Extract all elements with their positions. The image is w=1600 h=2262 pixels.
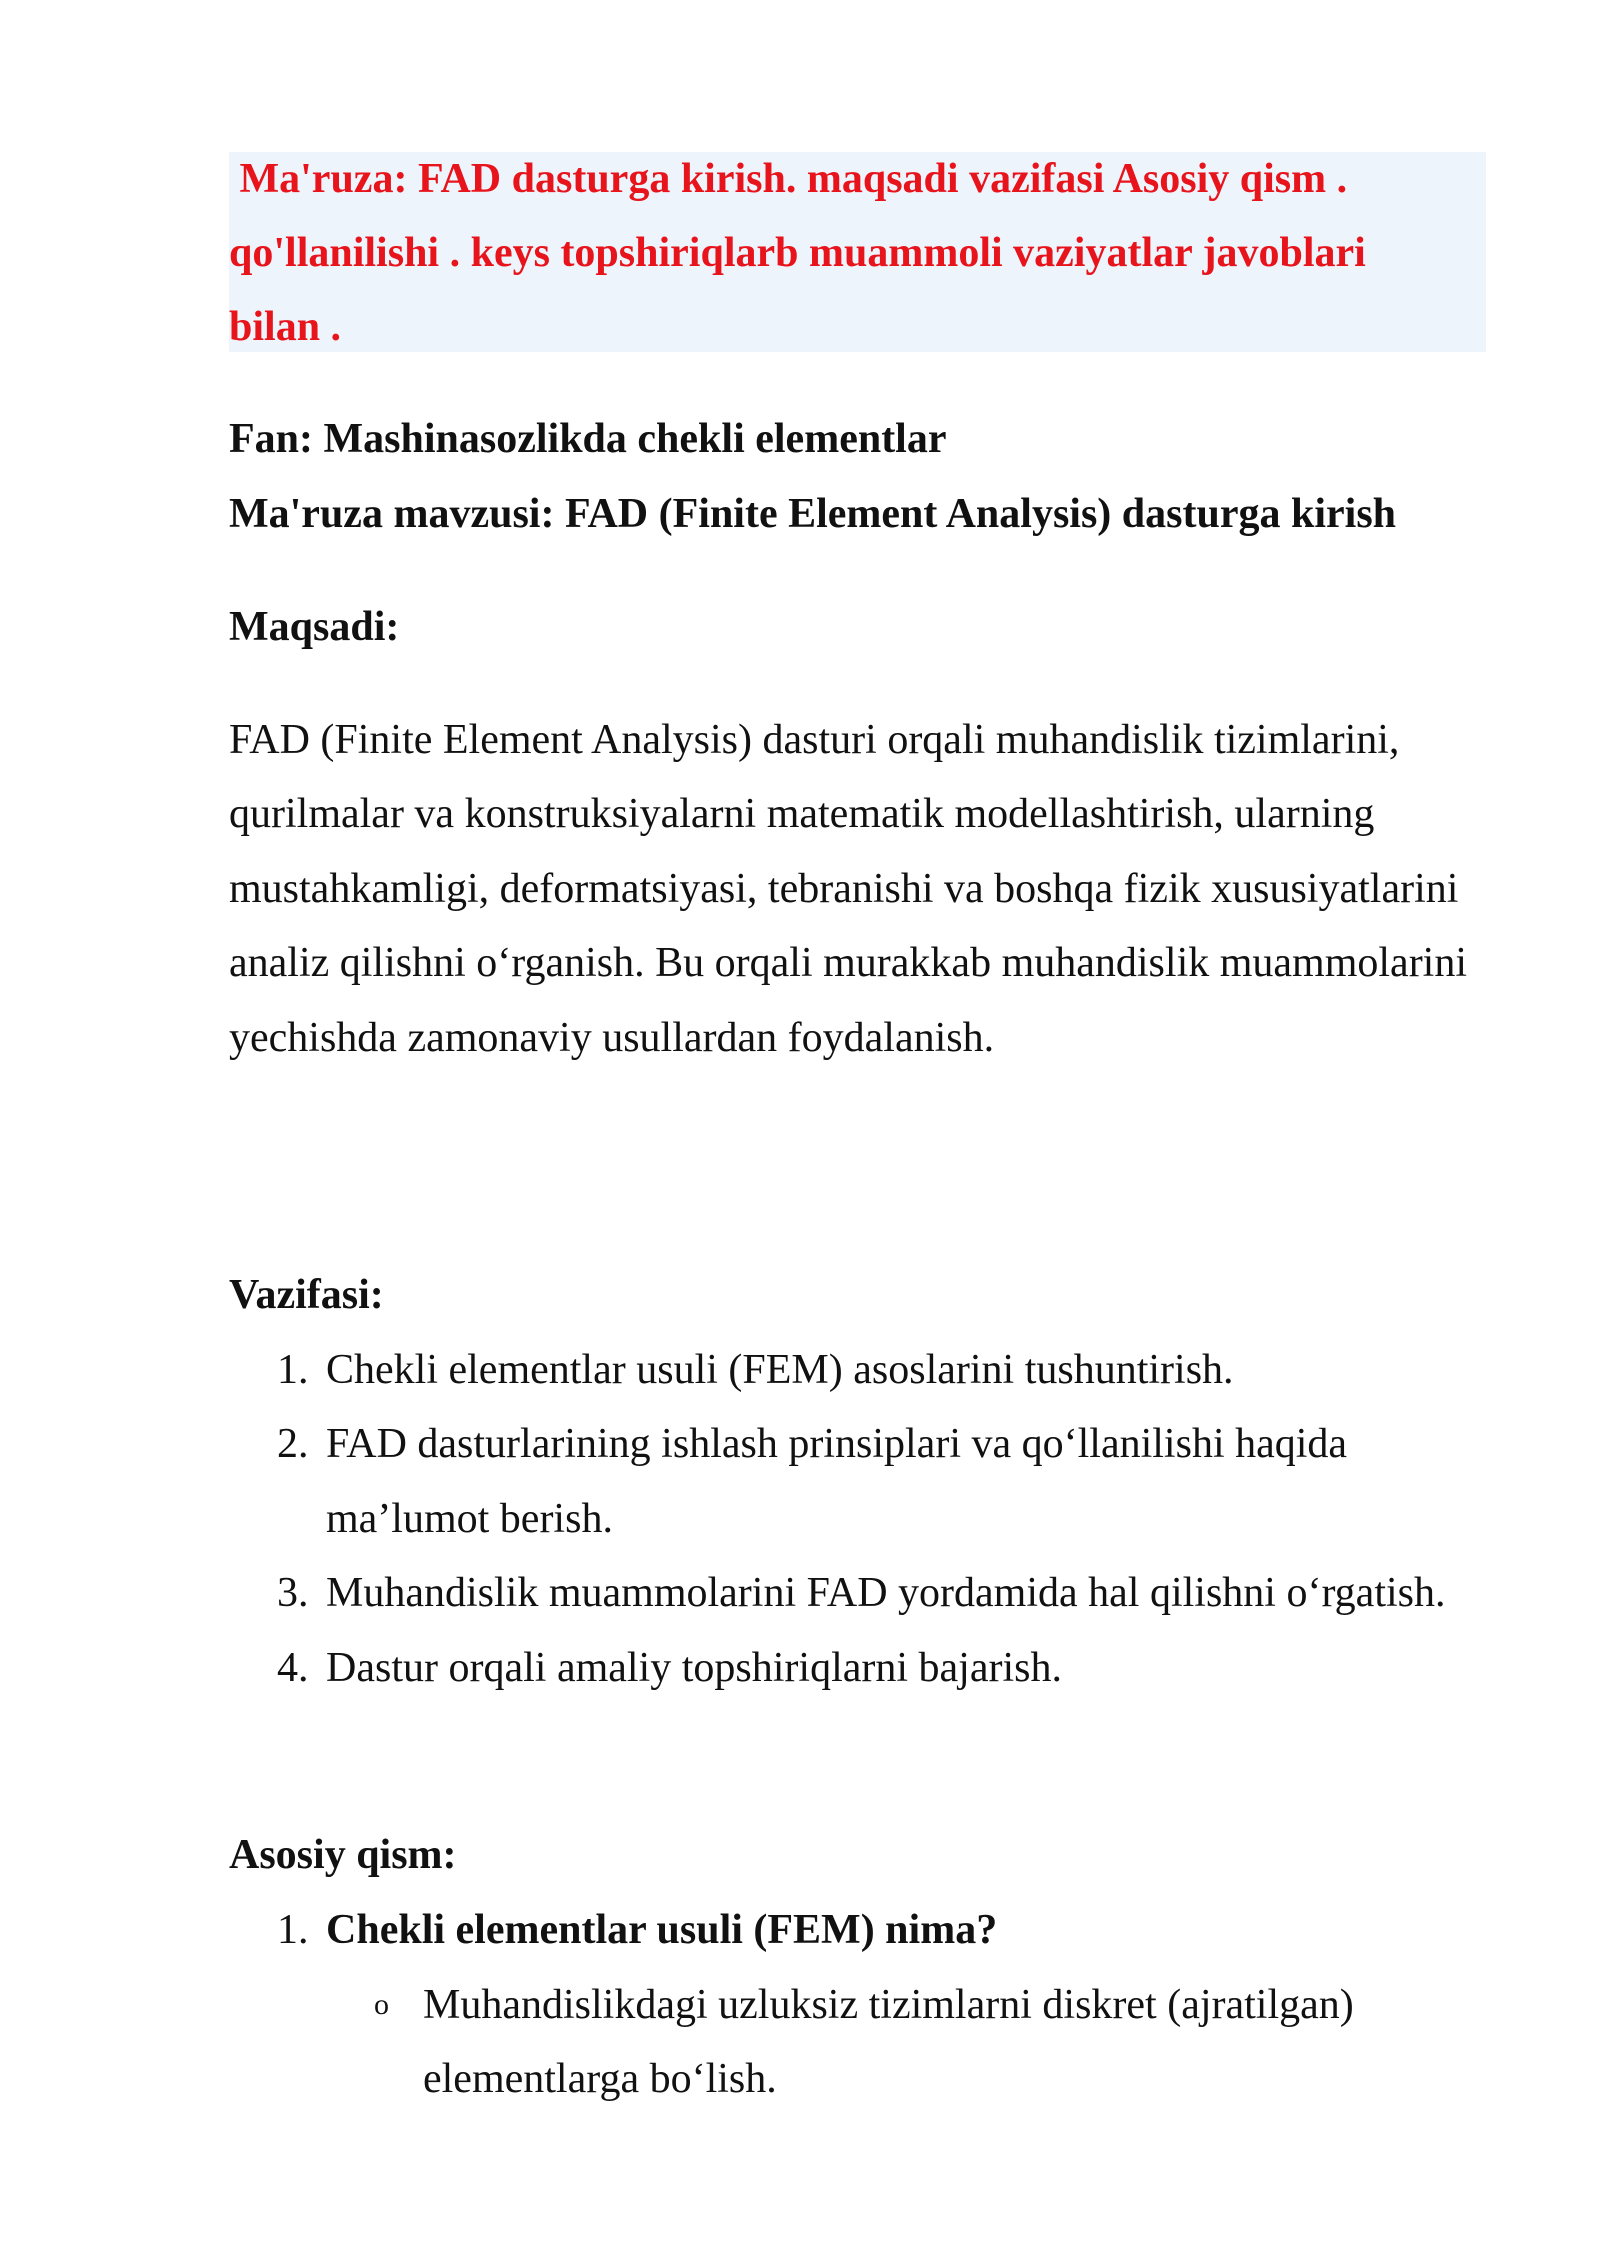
list-item-text: Muhandislik muammolarini FAD yordamida hal qilishni o‘rgatish.	[326, 1570, 1446, 1617]
main-part-list	[229, 1893, 1529, 1967]
list-item	[229, 1333, 1529, 1407]
main-part-heading: Asosiy qism:	[229, 1832, 457, 1878]
lecture-title-line: bilan .	[229, 304, 342, 350]
list-item-text: Dastur orqali amaliy topshiriqlarni bajarish.	[326, 1644, 1062, 1691]
lecture-title-line: Ma'ruza: FAD dasturga kirish. maqsadi vazifasi Asosiy qism .	[229, 156, 1348, 202]
list-number: 2.	[277, 1421, 309, 1468]
goal-heading: Maqsadi:	[229, 604, 400, 650]
list-item-text: FAD dasturlarining ishlash prinsiplari va qo‘llanilishi haqida ma’lumot berish.	[326, 1421, 1348, 1542]
list-item-text: Chekli elementlar usuli (FEM) asoslarini tushuntirish.	[326, 1347, 1234, 1393]
sub-list-item-text: Muhandislikdagi uzluksiz tizimlarni diskret (ajratilgan) elementlarga bo‘lish.	[423, 1982, 1354, 2103]
list-number: 3.	[277, 1570, 309, 1617]
tasks-heading: Vazifasi:	[229, 1272, 384, 1318]
list-number: 4.	[277, 1644, 309, 1691]
tasks-list	[229, 1333, 1529, 1705]
goal-paragraph: FAD (Finite Element Analysis) dasturi orqali muhandislik tizimlarini, qurilmalar va konstruksiyalarni matematik modellashtirish, ularning mustahkamligi, deformatsiyasi, tebranishi va boshqa fizik xususiyatlarini analiz qilishni o‘rganish. Bu orqali murakkab muhandislik muammolarini yechishda zamonaviy usullardan foydalanish.	[229, 717, 1468, 1061]
list-item-text: Chekli elementlar usuli (FEM) nima?	[326, 1907, 998, 1953]
list-number: 1.	[277, 1907, 309, 1953]
lecture-title-line: qo'llanilishi . keys topshiriqlarb muammoli vaziyatlar javoblari	[229, 230, 1366, 276]
list-item	[229, 1407, 1416, 1556]
list-item	[229, 1631, 1529, 1705]
list-number: 1.	[277, 1347, 309, 1393]
lecture-title	[229, 142, 1486, 364]
bullet-icon: o	[374, 1988, 389, 2021]
topic-line: Ma'ruza mavzusi: FAD (Finite Element Analysis) dasturga kirish	[229, 491, 1397, 537]
list-item	[229, 1893, 1529, 1967]
subject-line: Fan: Mashinasozlikda chekli elementlar	[229, 416, 947, 462]
sub-list-item	[229, 1968, 1429, 2117]
list-item	[229, 1556, 1529, 1630]
